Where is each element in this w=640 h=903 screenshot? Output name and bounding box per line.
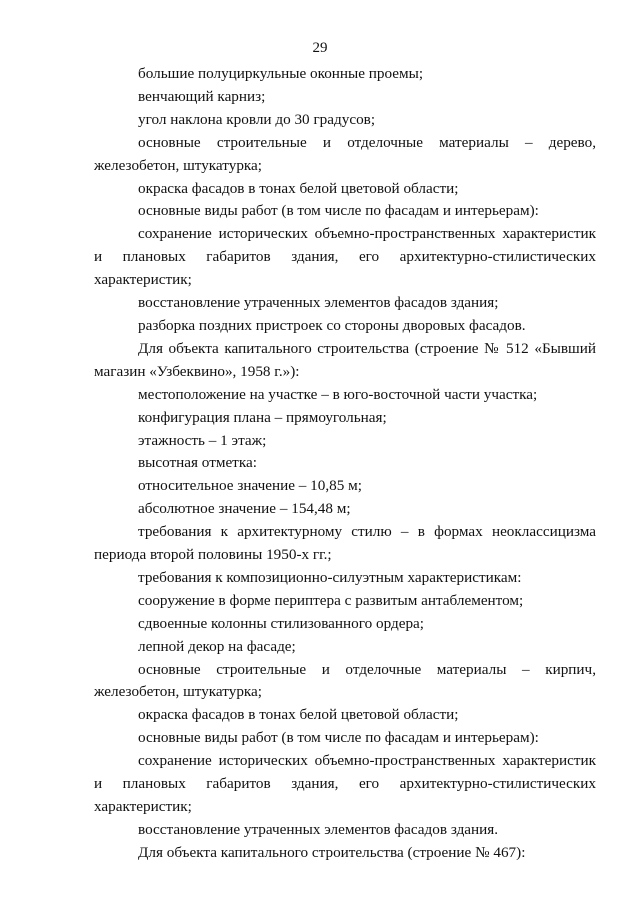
paragraph: сохранение исторических объемно-пространственных характеристик и плановых габаритов здания, его архитектурно-стилистических характеристик;	[94, 225, 596, 289]
paragraph: сооружение в форме периптера с развитым антаблементом;	[138, 591, 524, 609]
paragraph: основные строительные и отделочные материалы – дерево, железобетон, штукатурка;	[94, 133, 596, 174]
paragraph: местоположение на участке – в юго-восточной части участка;	[138, 385, 538, 403]
paragraph: восстановление утраченных элементов фасадов здания.	[138, 820, 499, 838]
paragraph: основные строительные и отделочные материалы – кирпич, железобетон, штукатурка;	[94, 660, 596, 701]
paragraph: конфигурация плана – прямоугольная;	[138, 408, 387, 426]
page-number: 29	[312, 40, 328, 56]
paragraph: требования к архитектурному стилю – в формах неоклассицизма периода второй половины 1950-х гг.;	[94, 523, 596, 564]
paragraph: абсолютное значение – 154,48 м;	[138, 500, 351, 518]
paragraph: венчающий карниз;	[138, 87, 266, 105]
paragraph: основные виды работ (в том числе по фасадам и интерьерам):	[138, 202, 539, 220]
paragraph: Для объекта капитального строительства (строение № 467):	[138, 843, 526, 861]
paragraph: сдвоенные колонны стилизованного ордера;	[138, 614, 425, 632]
paragraph: сохранение исторических объемно-пространственных характеристик и плановых габаритов здания, его архитектурно-стилистических характеристик;	[94, 752, 596, 815]
paragraph: относительное значение – 10,85 м;	[138, 477, 362, 495]
paragraph: угол наклона кровли до 30 градусов;	[138, 110, 376, 128]
document-body	[94, 63, 596, 865]
paragraph: основные виды работ (в том числе по фасадам и интерьерам):	[138, 729, 539, 747]
paragraph: этажность – 1 этаж;	[138, 431, 267, 449]
paragraph: окраска фасадов в тонах белой цветовой области;	[138, 179, 459, 197]
paragraph: лепной декор на фасаде;	[138, 637, 296, 655]
paragraph: высотная отметка:	[138, 454, 257, 472]
paragraph: окраска фасадов в тонах белой цветовой области;	[138, 706, 459, 724]
paragraph: восстановление утраченных элементов фасадов здания;	[138, 294, 499, 312]
paragraph: требования к композиционно-силуэтным характеристикам:	[138, 568, 522, 586]
paragraph: большие полуциркульные оконные проемы;	[138, 65, 424, 82]
paragraph: Для объекта капитального строительства (строение № 512 «Бывший магазин «Узбеквино», 1958 г.»):	[94, 339, 596, 380]
paragraph: разборка поздних пристроек со стороны дворовых фасадов.	[138, 316, 526, 334]
